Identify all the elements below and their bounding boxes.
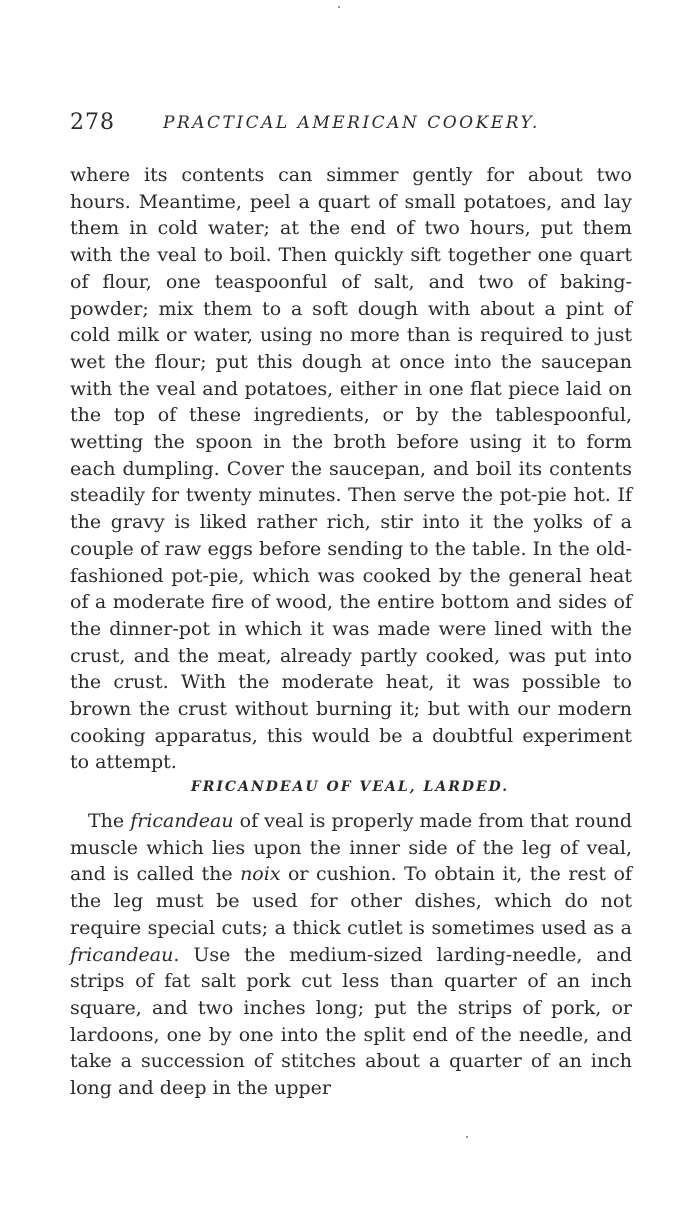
italic-term: fricandeau xyxy=(130,810,234,832)
paper-speck xyxy=(338,6,340,8)
text-run: The xyxy=(88,810,131,832)
page-number: 278 xyxy=(70,110,115,135)
running-head: PRACTICAL AMERICAN COOKERY. xyxy=(163,113,540,133)
paper-speck xyxy=(466,1136,468,1138)
paragraph: where its contents can simmer gently for about two hours. Meantime, peel a quart of small potatoes, and lay them in cold water; at the end of two hours, put them with the veal to boil. Then quickly sift together one quart of flour, one teaspoonful of salt, and two of baking-powder; mix them to a soft dough with about a pint of cold milk or water, using no more than is required to just wet the flour; put this dough at once into the saucepan with the veal and potatoes, either in one flat piece laid on the top of these ingredients, or by the tablespoonful, wetting the spoon in the broth before using it to form each dumpling. Cover the saucepan, and boil its contents steadily for twenty minutes. Then serve the pot-pie hot. If the gravy is liked rather rich, stir into it the yolks of a couple of raw eggs before sending to the table. In the old-fashioned pot-pie, which was cooked by the general heat of a moderate fire of wood, the entire bottom and sides of the dinner-pot in which it was made were lined with the crust, and the meat, already partly cooked, was put into the crust. With the moderate heat, it was possible to brown the crust without burning it; but with our modern cooking apparatus, this would be a doubtful experiment to attempt. xyxy=(70,164,632,774)
text-run: of veal is properly made from that round muscle which lies upon the inner side of the leg of veal, and is called the xyxy=(70,810,632,886)
italic-term: noix xyxy=(240,863,281,886)
paragraph xyxy=(70,808,632,1102)
section-heading: FRICANDEAU OF VEAL, LARDED. xyxy=(190,779,510,795)
body-text-bottom xyxy=(70,808,632,1102)
body-text-top xyxy=(70,162,632,776)
italic-term: fricandeau xyxy=(70,943,174,966)
text-run: . Use the medium-sized larding-needle, and strips of fat salt pork cut less than quarter of an inch square, and two inches long; put the strips of pork, or lardoons, one by one into the split end of the needle, and take a succession of stitches about a quarter of an inch long and deep in the upper xyxy=(70,943,632,1100)
text-run: or cushion. To obtain it, the rest of the leg must be used for other dishes, which do not require special cuts; a thick cutlet is sometimes used as a xyxy=(70,863,632,939)
page-header xyxy=(70,110,630,140)
